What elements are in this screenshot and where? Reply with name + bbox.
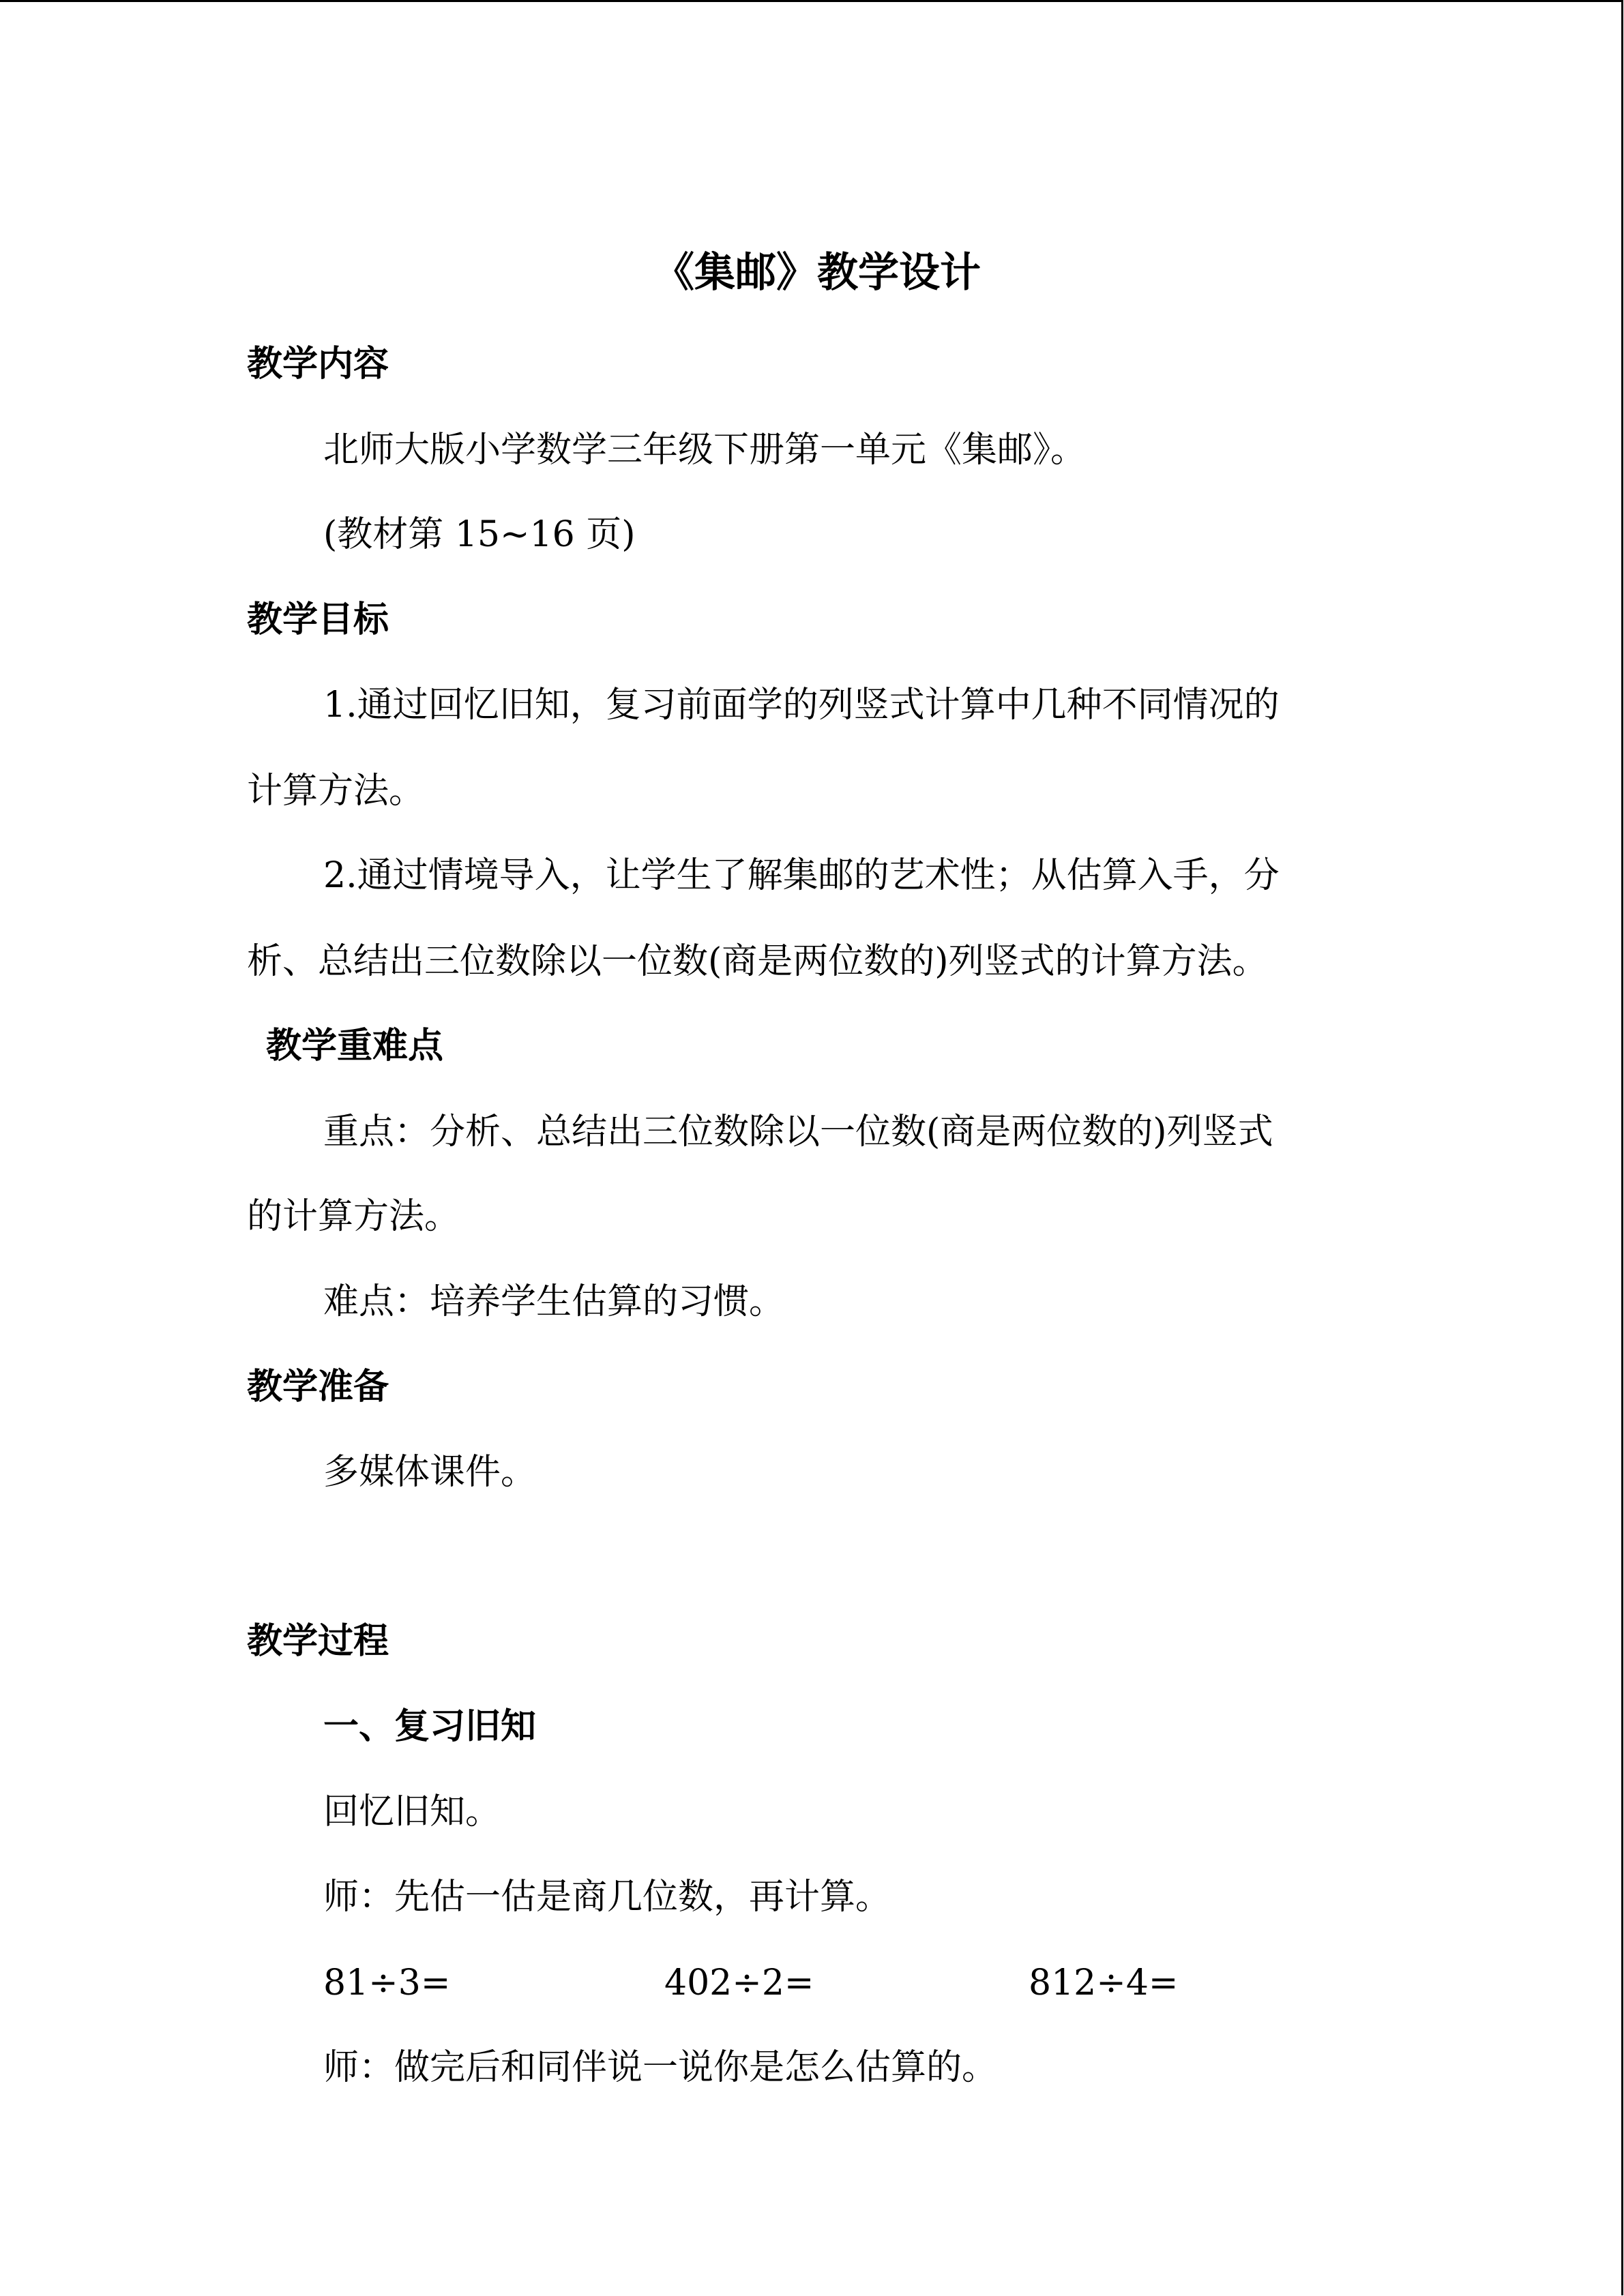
focus-line-1: 重点：分析、总结出三位数除以一位数(商是两位数的)列竖式 [323,1112,1273,1152]
content-line-1: 北师大版小学数学三年级下册第一单元《集邮》。 [323,430,1087,471]
teacher-instruction-1: 师：先估一估是商几位数，再计算。 [323,1877,891,1918]
teacher-instruction-2: 师：做完后和同伴说一说你是怎么估算的。 [323,2047,998,2088]
problem-1: 81÷3= [323,1963,451,2003]
heading-teaching-objectives: 教学目标 [247,599,389,640]
objective-2-line-1: 2.通过情境导入，让学生了解集邮的艺术性；从估算入手，分 [323,855,1280,896]
heading-key-difficult-points: 教学重难点 [266,1026,444,1067]
heading-teaching-preparation: 教学准备 [247,1367,389,1407]
difficulty-line: 难点：培养学生估算的习惯。 [323,1281,785,1322]
heading-teaching-content: 教学内容 [247,344,389,385]
objective-1-line-2: 计算方法。 [247,771,425,811]
objective-2-line-2: 析、总结出三位数除以一位数(商是两位数的)列竖式的计算方法。 [247,941,1268,982]
heading-teaching-process: 教学过程 [247,1621,389,1662]
step-1-heading: 一、复习旧知 [323,1706,537,1747]
preparation-line: 多媒体课件。 [323,1452,537,1493]
recall-line: 回忆旧知。 [323,1791,501,1832]
content-line-2: (教材第 15~16 页) [323,514,636,555]
objective-1-line-1: 1.通过回忆旧知，复习前面学的列竖式计算中几种不同情况的 [323,685,1280,726]
document-title: 《集邮》教学设计 [653,249,981,297]
problem-3: 812÷4= [1029,1963,1179,2003]
focus-line-2: 的计算方法。 [247,1196,460,1237]
problem-2: 402÷2= [664,1963,814,2003]
